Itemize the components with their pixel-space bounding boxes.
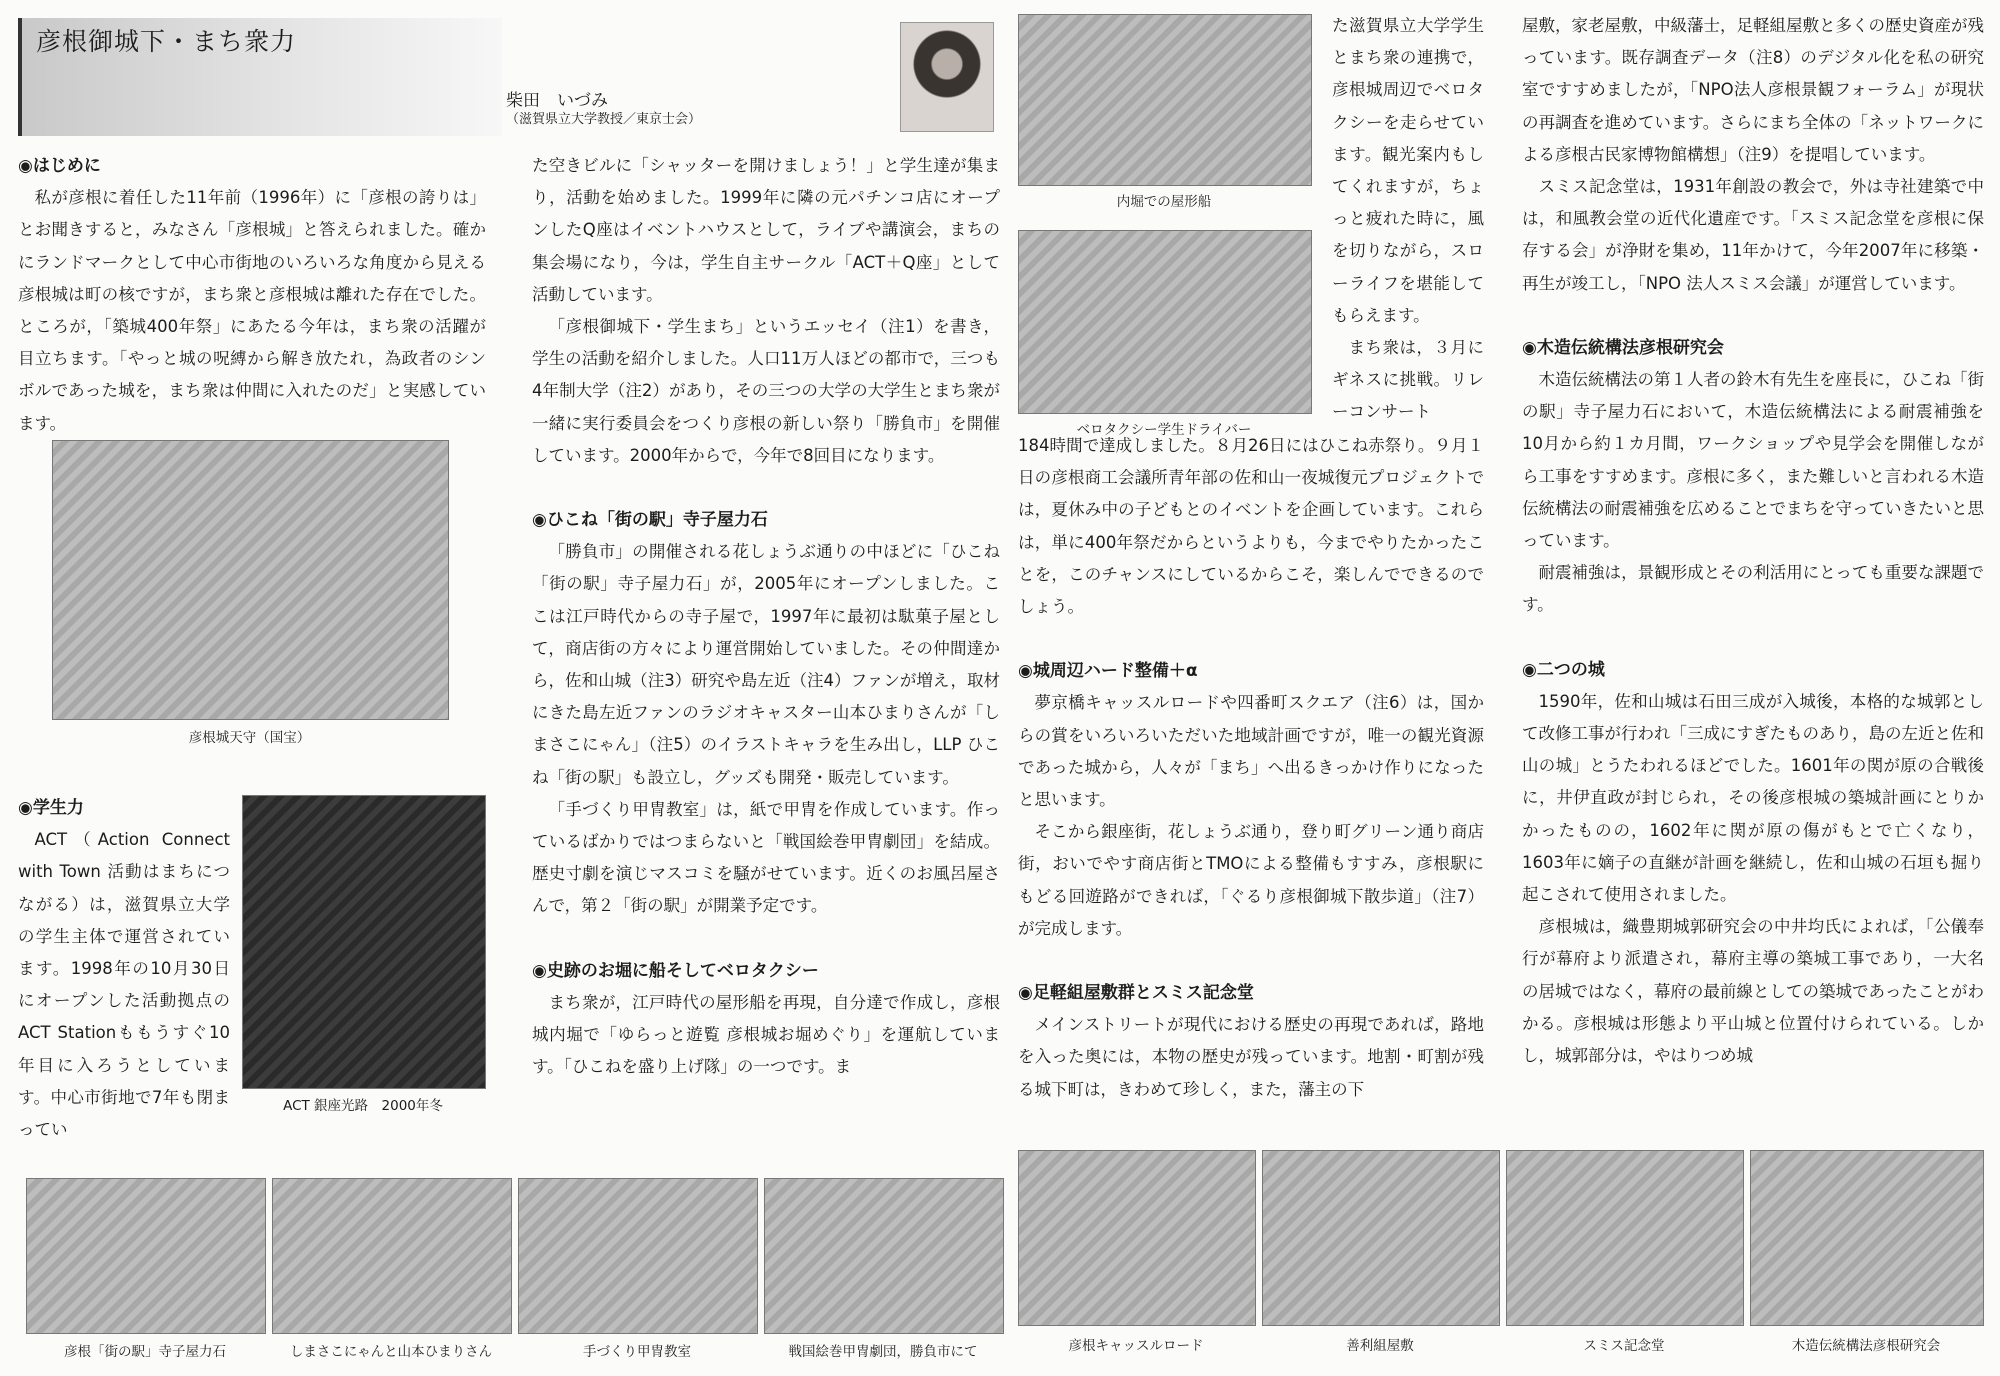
bottom-photo-3 bbox=[518, 1178, 758, 1334]
bottom-photo-2 bbox=[272, 1178, 512, 1334]
section-heading-castles: ◉二つの城 bbox=[1522, 659, 1605, 680]
paragraph-3-side: た滋賀県立大学学生とまち衆の連携で，彦根城周辺でベロタクシーを走らせています。観光案内もしてくれますが，ちょっと疲れた時に，風を切りながら，スローライフを堪能してもらえます。 bbox=[1332, 16, 1484, 325]
paragraph-2-2: 「彦根御城下・学生まち」というエッセイ（注1）を書き，学生の活動を紹介しました。人口11万人ほどの都市で，三つも4年制大学（注2）があり，その三つの大学の大学生とまち衆が一緒に実行委員会をつくり彦根の新しい祭り「勝負市」を開催しています。2000年からで，今年で8回目になります。 bbox=[532, 317, 1000, 465]
paragraph-2-3: 「勝負市」の開催される花しょうぶ通りの中ほどに「ひこね「街の駅」寺子屋力石」が，2005年にオープンしました。ここは江戸時代からの寺子屋で，1997年に最初は駄菓子屋として，商店街の方々により運営開始していました。その仲間達から，佐和山城（注3）研究や島左近（注4）ファンが増え，取材にきた島左近ファンのラジオキャスター山本ひまりさんが「しまさこにゃん」（注5）のイラストキャラを生み出し，LLP ひこね「街の駅」も設立し，グッズも開発・販売しています。 bbox=[532, 542, 1000, 787]
section-heading-boat: ◉史跡のお堀に船そしてベロタクシー bbox=[532, 960, 819, 981]
paragraph-2-4: 「手づくり甲冑教室」は，紙で甲冑を作成しています。作っているばかりではつまらないと「戦国絵巻甲冑劇団」を結成。歴史寸劇を演じマスコミを騒がせています。近くのお風呂屋さんで，第２「街の駅」が開業予定です。 bbox=[532, 799, 1000, 916]
bottom-caption-6: 善利組屋敷 bbox=[1346, 1338, 1414, 1354]
author-affiliation: （滋賀県立大学教授／東京士会） bbox=[506, 112, 702, 127]
bottom-caption-1: 彦根「街の駅」寺子屋力石 bbox=[64, 1344, 226, 1360]
section-heading-ashigaru: ◉足軽組屋敷群とスミス記念堂 bbox=[1018, 983, 1254, 1004]
act-photo bbox=[242, 795, 486, 1089]
paragraph-4-3: 木造伝統構法の第１人者の鈴木有先生を座長に，ひこね「街の駅」寺子屋力石において，木造伝統構法による耐震補強を10月から約１カ月間，ワークショップや見学会を開催しながら工事をすすめます。彦根に多く，また難しいと言われる木造伝統構法の耐震補強を広めることでまちを守っていきたいと思っています。 bbox=[1522, 370, 1984, 551]
column-4 bbox=[1522, 10, 1984, 1072]
paragraph-intro: 私が彦根に着任した11年前（1996年）に「彦根の誇りは」とお聞きすると，みなさん「彦根城」と答えられました。確かにランドマークとして中心市街地のいろいろな角度から見える彦根城は町の核ですが，まち衆と彦根城は離れた存在でした。ところが，「築城400年祭」にあたる今年は，まち衆の活躍が目立ちます。「やっと城の呪縛から解き放たれ，為政者のシンボルであった城を，まち衆は仲間に入れたのだ」と実感しています。 bbox=[18, 188, 487, 433]
paragraph-3-6: 夢京橋キャッスルロードや四番町スクエア（注6）は，国からの賞をいろいろいただいた地域計画ですが，唯一の観光資源であった城から，人々が「まち」へ出るきっかけ作りになったと思います。 bbox=[1018, 693, 1484, 810]
boat-photo bbox=[1018, 14, 1312, 186]
paragraph-4-4: 耐震補強は，景観形成とその利活用にとっても重要な課題です。 bbox=[1522, 563, 1984, 615]
bottom-caption-7: スミス記念堂 bbox=[1583, 1338, 1665, 1354]
paragraph-3-side2: まち衆は，３月にギネスに挑戦。リレーコンサート bbox=[1332, 338, 1484, 422]
paragraph-3-cont: 184時間で達成しました。８月26日にはひこね赤祭り。９月１日の彦根商工会議所青年部の佐和山一夜城復元プロジェクトでは，夏休み中の子どもとのイベントを企画しています。これらは，単に400年祭だからというよりも，今までやりたかったことを，このチャンスにしているからこそ，楽しんでできるのでしょう。 bbox=[1018, 436, 1484, 617]
bottom-photo-5 bbox=[1018, 1150, 1256, 1326]
paragraph-4-5: 1590年，佐和山城は石田三成が入城後，本格的な城郭として改修工事が行われ「三成にすぎたものあり，島の左近と佐和山の城」とうたわれるほどでした。1601年の関が原の合戦後に，井伊直政が封じられ，その後彦根城の築城計画にとりかかったものの，1602年に関が原の傷がもとで亡くなり，1603年に嫡子の直継が計画を継続し，佐和山城の石垣も掘り起こされて使用されました。 bbox=[1522, 691, 1984, 905]
author-portrait bbox=[900, 22, 994, 132]
velotaxi-caption: ベロタクシー学生ドライバー bbox=[1076, 422, 1252, 438]
act-caption: ACT 銀座光路 2000年冬 bbox=[283, 1098, 443, 1114]
paragraph-2-5: まち衆が，江戸時代の屋形船を再現，自分達で作成し，彦根城内堀で「ゆらっと遊覧 彦根城お堀めぐり」を運航しています。「ひこねを盛り上げ隊」の一つです。ま bbox=[532, 992, 1000, 1077]
column-1-bottom bbox=[18, 792, 230, 1146]
section-heading-student: ◉学生力 bbox=[18, 798, 84, 818]
bottom-caption-5: 彦根キャッスルロード bbox=[1068, 1338, 1204, 1354]
paragraph-4-1: 屋敷，家老屋敷，中級藩士，足軽組屋敷と多くの歴史資産が残っています。既存調査データ（注8）のデジタル化を私の研究室ですすめましたが，「NPO法人彦根景観フォーラム」が現状の再調査を進めています。さらにまち全体の「ネットワークによる彦根古民家博物館構想」（注9）を提唱しています。 bbox=[1522, 16, 1984, 164]
section-heading-terakoya: ◉ひこね「街の駅」寺子屋力石 bbox=[532, 510, 768, 531]
paragraph-3-8: メインストリートが現代における歴史の再現であれば，路地を入った奥には，本物の歴史が残っています。地割・町割が残る城下町は，きわめて珍しく，また，藩主の下 bbox=[1018, 1015, 1484, 1099]
castle-photo bbox=[52, 440, 449, 720]
column-1-top bbox=[18, 150, 486, 440]
boat-caption: 内堀での屋形船 bbox=[1116, 194, 1212, 210]
column-3-side bbox=[1332, 10, 1484, 429]
bottom-photo-7 bbox=[1506, 1150, 1744, 1326]
bottom-caption-3: 手づくり甲冑教室 bbox=[583, 1344, 691, 1360]
castle-caption: 彦根城天守（国宝） bbox=[188, 730, 311, 746]
bottom-caption-4: 戦国絵巻甲冑劇団，勝負市にて bbox=[788, 1344, 978, 1360]
bottom-photo-4 bbox=[764, 1178, 1004, 1334]
bottom-photo-8 bbox=[1750, 1150, 1984, 1326]
section-heading-intro: ◉はじめに bbox=[18, 156, 101, 176]
paragraph-3-7: そこから銀座街，花しょうぶ通り，登り町グリーン通り商店街，おいでやす商店街とTMOによる整備もすすみ，彦根駅にもどる回遊路ができれば，「ぐるり彦根御城下散歩道」（注7）が完成します。 bbox=[1018, 822, 1484, 938]
paragraph-student: ACT（Action Connect with Town 活動はまちにつながる）は，滋賀県立大学の学生主体で運営されています。1998年の10月30日にオープンした活動拠点のACT Stationももうすぐ10年目に入ろうとしています。中心市街地で7年も閉まってい bbox=[18, 830, 230, 1140]
paragraph-4-2: スミス記念堂は，1931年創設の教会で，外は寺社建築で中は，和風教会堂の近代化遺産です。「スミス記念堂を彦根に保存する会」が浄財を集め，11年かけて，今年2007年に移築・再生が竣工し，「NPO 法人スミス会議」が運営しています。 bbox=[1522, 177, 1984, 293]
column-3 bbox=[1018, 430, 1484, 1106]
paragraph-2-1: た空きビルに「シャッターを開けましょう！」と学生達が集まり，活動を始めました。1999年に隣の元パチンコ店にオープンしたQ座はイベントハウスとして，ライブや講演会，まちの集会場になり，今は，学生自主サークル「ACT＋Q座」として活動しています。 bbox=[532, 156, 1000, 304]
section-heading-hard: ◉城周辺ハード整備＋α bbox=[1018, 661, 1198, 682]
velotaxi-photo bbox=[1018, 230, 1312, 414]
bottom-caption-8: 木造伝統構法彦根研究会 bbox=[1791, 1338, 1941, 1354]
page-title: 彦根御城下・まち衆力 bbox=[36, 27, 297, 56]
section-heading-wood: ◉木造伝統構法彦根研究会 bbox=[1522, 337, 1724, 358]
bottom-photo-1 bbox=[26, 1178, 266, 1334]
paragraph-4-6: 彦根城は，織豊期城郭研究会の中井均氏によれば，「公儀奉行が幕府より派遣され，幕府主導の築城工事であり，一大名の居城ではなく，幕府の最前線としての築城であったことがわかる。彦根城は形態より平山城と位置付けられている。しかし，城郭部分は，やはりつめ城 bbox=[1522, 917, 1984, 1066]
author-name: 柴田 いづみ bbox=[506, 91, 608, 111]
column-2 bbox=[532, 150, 1000, 1083]
bottom-photo-6 bbox=[1262, 1150, 1500, 1326]
bottom-caption-2: しまさこにゃんと山本ひまりさん bbox=[289, 1344, 493, 1360]
